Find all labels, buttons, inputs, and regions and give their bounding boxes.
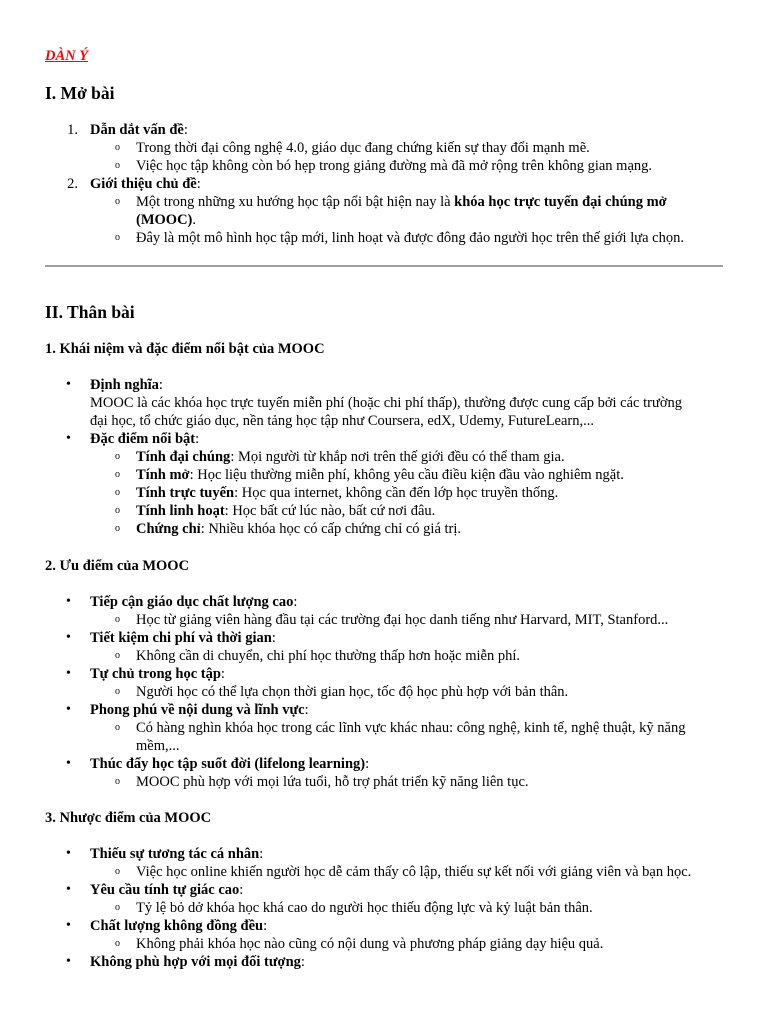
sub-bullet-icon: o — [115, 451, 120, 462]
intro-item-2-sub-1: Một trong những xu hướng học tập nổi bật hiện nay là khóa học trực tuyến đại chúng mở — [136, 194, 667, 210]
body-heading: II. Thân bài — [45, 302, 135, 322]
sub-bullet-icon: o — [115, 614, 120, 625]
disadvantage-item: Thiếu sự tương tác cá nhân: — [90, 846, 264, 862]
section-3-heading: 3. Nhược điểm của MOOC — [45, 810, 212, 826]
advantage-detail: Người học có thể lựa chọn thời gian học, tốc độ học phù hợp với bản thân. — [136, 684, 569, 700]
sub-bullet-icon: o — [115, 469, 120, 480]
definition-text-line-1: MOOC là các khóa học trực tuyến miễn phí (hoặc chi phí thấp), thường được cung cấp bởi các trường — [90, 395, 682, 411]
feature-item: Tính mở: Học liệu thường miễn phí, không yêu cầu điều kiện đầu vào nghiêm ngặt. — [136, 467, 624, 483]
sub-bullet-icon: o — [115, 196, 120, 207]
sub-bullet-icon: o — [115, 776, 120, 787]
advantage-item: Phong phú về nội dung và lĩnh vực: — [90, 702, 309, 718]
bullet-icon: • — [66, 846, 71, 861]
disadvantage-detail: Không phải khóa học nào cũng có nội dung và phương pháp giảng dạy hiệu quả. — [136, 936, 604, 952]
advantage-item: Tự chủ trong học tập: — [90, 666, 225, 682]
advantage-detail: Không cần di chuyển, chi phí học thường thấp hơn hoặc miễn phí. — [136, 648, 521, 664]
feature-item: Tính linh hoạt: Học bất cứ lúc nào, bất cứ nơi đâu. — [136, 503, 436, 519]
sub-bullet-icon: o — [115, 232, 120, 243]
intro-item-2-label: Giới thiệu chủ đề — [90, 176, 197, 192]
sub-bullet-icon: o — [115, 523, 120, 534]
advantage-item: Tiết kiệm chi phí và thời gian: — [90, 630, 276, 646]
bullet-icon: • — [66, 594, 71, 609]
sub-bullet-icon: o — [115, 722, 120, 733]
advantage-detail: MOOC phù hợp với mọi lứa tuổi, hỗ trợ phát triển kỹ năng liên tục. — [136, 774, 529, 790]
intro-item-1-label: Dẫn dắt vấn đề — [90, 122, 184, 138]
sub-bullet-icon: o — [115, 650, 120, 661]
section-2-heading: 2. Ưu điểm của MOOC — [45, 558, 190, 574]
feature-item: Tính đại chúng: Mọi người từ khắp nơi trên thế giới đều có thể tham gia. — [136, 449, 565, 465]
disadvantage-item: Chất lượng không đồng đều: — [90, 918, 268, 934]
features-label: Đặc điểm nổi bật: — [90, 431, 200, 447]
bullet-icon: • — [66, 666, 71, 681]
advantage-item: Thúc đẩy học tập suốt đời (lifelong learning): — [90, 756, 370, 772]
disadvantage-item: Yêu cầu tính tự giác cao: — [90, 882, 244, 898]
intro-item-2-number: 2. — [67, 176, 78, 192]
intro-item-1-number: 1. — [67, 122, 78, 138]
bullet-icon: • — [66, 882, 71, 897]
intro-item-2-sub-1-cont: (MOOC). — [136, 212, 196, 228]
disadvantage-detail: Việc học online khiến người học dễ cảm thấy cô lập, thiếu sự kết nối với giảng viên và bạn học. — [136, 864, 692, 880]
bullet-icon: • — [66, 630, 71, 645]
sub-bullet-icon: o — [115, 505, 120, 516]
sub-bullet-icon: o — [115, 142, 120, 153]
sub-bullet-icon: o — [115, 938, 120, 949]
advantage-detail-cont: mềm,... — [136, 738, 180, 754]
sub-bullet-icon: o — [115, 902, 120, 913]
bullet-icon: • — [66, 954, 71, 969]
intro-item-1-sub-2: Việc học tập không còn bó hẹp trong giảng đường mà đã mở rộng trên không gian mạng. — [136, 158, 653, 174]
advantage-item: Tiếp cận giáo dục chất lượng cao: — [90, 594, 298, 610]
intro-heading: I. Mở bài — [45, 83, 115, 103]
sub-bullet-icon: o — [115, 487, 120, 498]
intro-item-2-sub-2: Đây là một mô hình học tập mới, linh hoạt và được đông đảo người học trên thế giới lựa chọn. — [136, 230, 684, 246]
disadvantage-detail: Tỷ lệ bỏ dở khóa học khá cao do người học thiếu động lực và kỷ luật bản thân. — [136, 900, 593, 916]
advantage-detail: Có hàng nghìn khóa học trong các lĩnh vực khác nhau: công nghệ, kinh tế, nghệ thuật, kỹ năng — [136, 720, 686, 736]
bullet-icon: • — [66, 918, 71, 933]
definition-label: Định nghĩa: — [90, 377, 163, 393]
bullet-icon: • — [66, 702, 71, 717]
feature-item: Tính trực tuyến: Học qua internet, không cần đến lớp học truyền thống. — [136, 485, 559, 501]
bullet-icon: • — [66, 377, 71, 392]
bullet-icon: • — [66, 431, 71, 446]
document-title: DÀN Ý — [45, 48, 89, 64]
definition-text-line-2: đại học, tổ chức giáo dục, nền tảng học tập như Coursera, edX, Udemy, FutureLearn,... — [90, 413, 595, 429]
section-1-heading: 1. Khái niệm và đặc điểm nổi bật của MOOC — [45, 341, 325, 357]
intro-item-1-sub-1: Trong thời đại công nghệ 4.0, giáo dục đang chứng kiến sự thay đổi mạnh mẽ. — [136, 140, 590, 156]
horizontal-rule — [45, 265, 723, 267]
bullet-icon: • — [66, 756, 71, 771]
sub-bullet-icon: o — [115, 160, 120, 171]
intro-item-1: Dẫn dắt vấn đề: — [90, 122, 188, 138]
intro-item-2: Giới thiệu chủ đề: — [90, 176, 201, 192]
feature-item: Chứng chỉ: Nhiều khóa học có cấp chứng chỉ có giá trị. — [136, 521, 462, 537]
sub-bullet-icon: o — [115, 686, 120, 697]
sub-bullet-icon: o — [115, 866, 120, 877]
disadvantage-item: Không phù hợp với mọi đối tượng: — [90, 954, 305, 970]
advantage-detail: Học từ giảng viên hàng đầu tại các trường đại học danh tiếng như Harvard, MIT, Stanford... — [136, 612, 669, 628]
